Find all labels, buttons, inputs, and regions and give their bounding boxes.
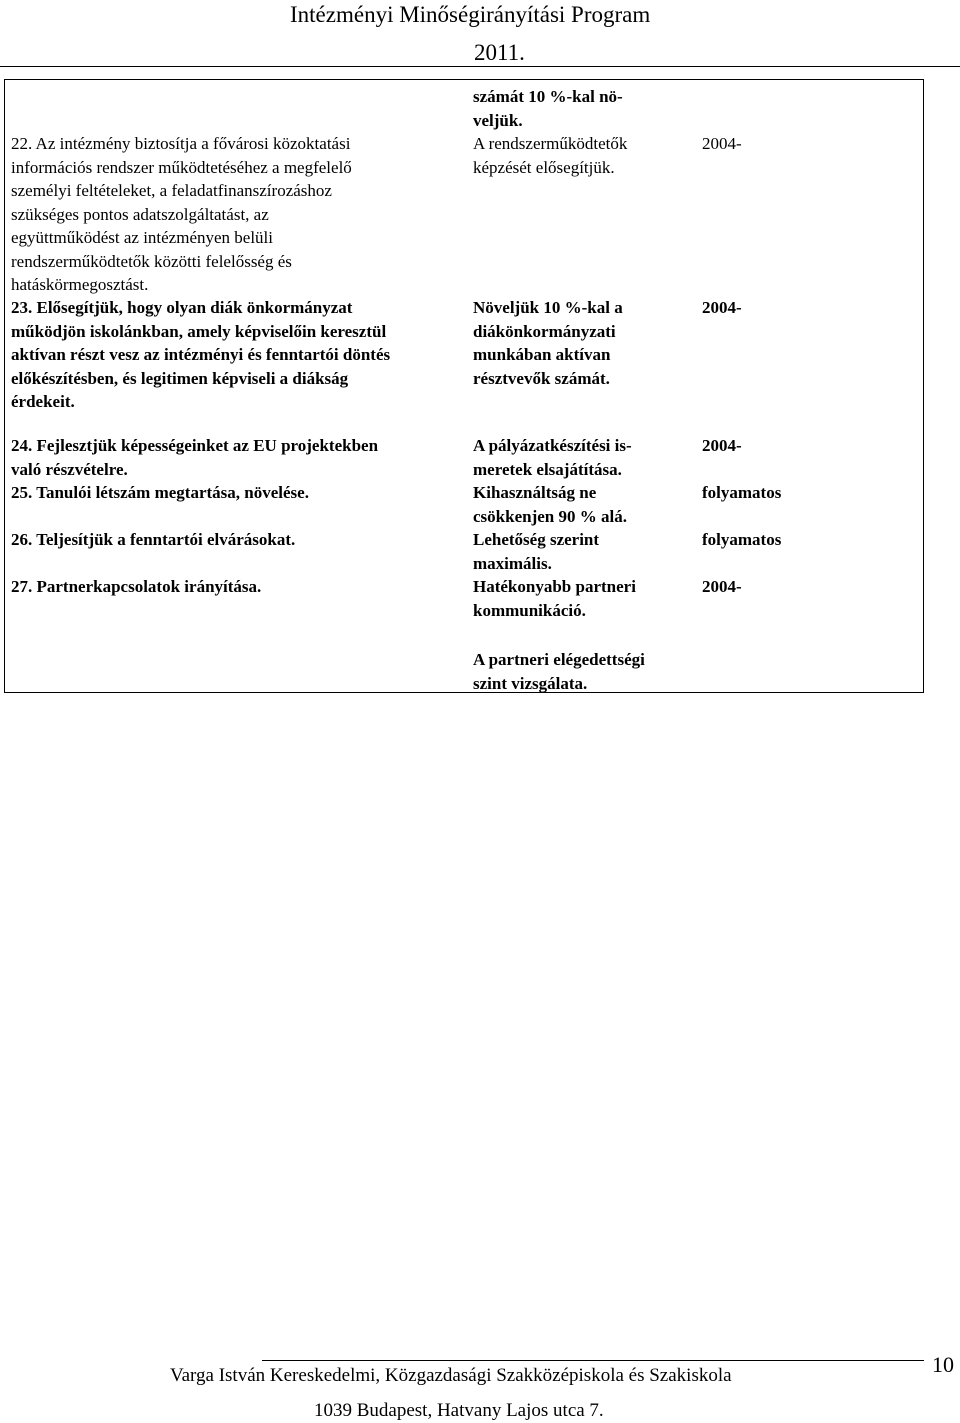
footer-school: Varga István Kereskedelmi, Közgazdasági Szakközépiskola és Szakiskola: [170, 1365, 732, 1386]
footer-divider: [262, 1360, 924, 1361]
date-24: 2004-: [702, 436, 742, 455]
date-22: 2004-: [702, 134, 742, 153]
header-year: 2011.: [474, 40, 525, 65]
header-title: Intézményi Minőségirányítási Program: [290, 2, 651, 27]
date-25: folyamatos: [702, 483, 782, 502]
goals-table: [4, 79, 924, 693]
goal-24-text: 24. Fejlesztjük képességeinket az EU projektekben való részvételre.: [11, 436, 379, 479]
header-divider: [0, 66, 960, 67]
target-27: Hatékonyabb partneri kommunikáció.: [473, 577, 636, 620]
target-24: A pályázatkészítési is- meretek elsajátítása.: [473, 436, 632, 479]
goal-23-text: 23. Elősegítjük, hogy olyan diák önkormányzat működjön iskolánkban, amely képviselőin keresztül aktívan részt vesz az intézményi és fenntartói döntés előkészítésben, és legitimen képviseli a diákság érdekeit.: [11, 298, 391, 411]
target-25: Kihasználtság ne csökkenjen 90 % alá.: [473, 483, 627, 526]
goal-27-text: 27. Partnerkapcsolatok irányítása.: [11, 577, 262, 596]
target-26: Lehetőség szerint maximális.: [473, 530, 600, 573]
goal-22-text: 22. Az intézmény biztosítja a fővárosi közoktatási információs rendszer működtetéséhez a megfelelő személyi feltételeket, a feladatfinanszírozáshoz szükséges pontos adatszolgáltatást, az együttműködést az intézményen belüli rendszerműködtetők közötti felelősség és hatáskörmegosztást.: [11, 134, 352, 294]
date-27: 2004-: [702, 577, 742, 596]
footer-address: 1039 Budapest, Hatvany Lajos utca 7.: [314, 1400, 604, 1421]
goal-25-text: 25. Tanulói létszám megtartása, növelése.: [11, 483, 309, 502]
target-22: A rendszerműködtetők képzését elősegítjük.: [473, 134, 628, 177]
target-27-extra: A partneri elégedettségi szint vizsgálata.: [473, 650, 645, 693]
date-26: folyamatos: [702, 530, 782, 549]
goal-26-text: 26. Teljesítjük a fenntartói elvárásokat.: [11, 530, 296, 549]
target-23: Növeljük 10 %-kal a diákönkormányzati munkában aktívan résztvevők számát.: [473, 298, 623, 388]
page-number: 10: [932, 1352, 954, 1377]
date-23: 2004-: [702, 298, 742, 317]
target-continuation: számát 10 %-kal nö- veljük.: [473, 87, 623, 130]
